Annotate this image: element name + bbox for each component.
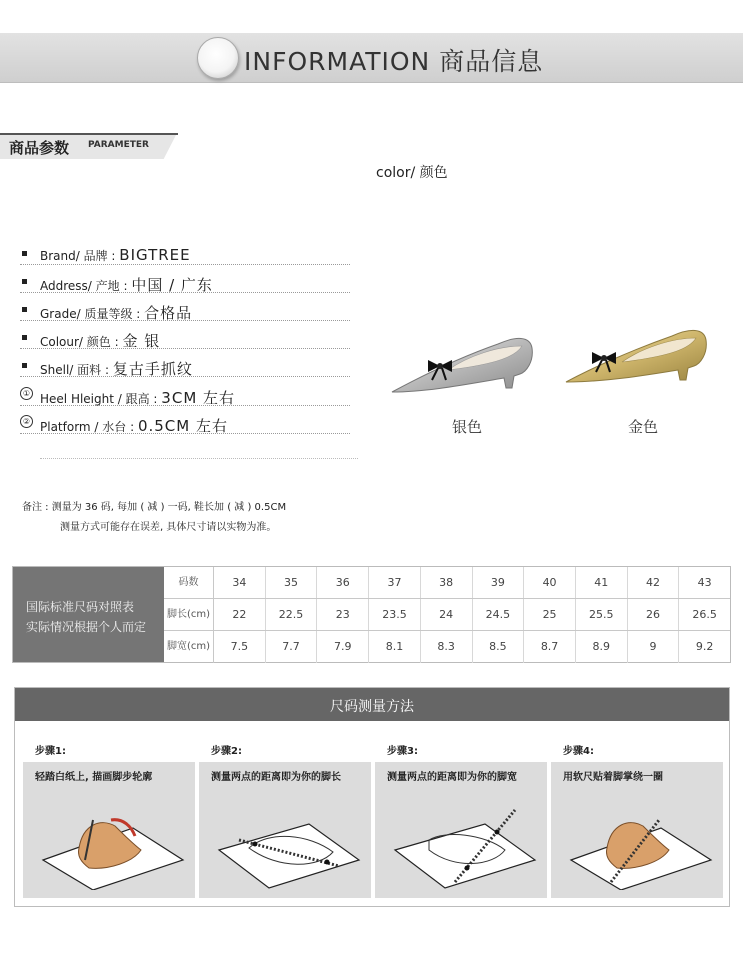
step-label: 步骤3: bbox=[387, 746, 418, 757]
row-label: 脚宽(cm) bbox=[164, 631, 214, 663]
spec-value: 复古手抓纹 bbox=[112, 360, 193, 378]
gold-shoe-image bbox=[562, 316, 710, 392]
table-cell: 7.7 bbox=[266, 631, 318, 663]
spec-grade bbox=[20, 299, 350, 321]
bullet-icon bbox=[22, 307, 27, 312]
table-cell: 25 bbox=[524, 599, 576, 630]
spec-platform bbox=[20, 412, 350, 434]
table-cell: 8.1 bbox=[369, 631, 421, 663]
size-chart-table bbox=[12, 566, 731, 663]
spec-brand bbox=[20, 243, 350, 265]
table-cell: 39 bbox=[473, 567, 525, 598]
table-cell: 37 bbox=[369, 567, 421, 598]
spec-value: 0.5CM 左右 bbox=[137, 417, 228, 435]
table-cell: 24 bbox=[421, 599, 473, 630]
measure-method-section bbox=[14, 687, 730, 907]
parameter-subtitle: PARAMETER bbox=[88, 140, 149, 150]
table-cell: 25.5 bbox=[576, 599, 628, 630]
color-section-title: color/ 颜色 bbox=[376, 165, 448, 181]
size-chart-subtitle: 实际情况根据个人而定 bbox=[26, 620, 147, 634]
table-cell: 24.5 bbox=[473, 599, 525, 630]
step-2 bbox=[199, 738, 371, 898]
table-cell: 7.9 bbox=[317, 631, 369, 663]
note-line-2: 测量方式可能存在误差, 具体尺寸请以实物为准。 bbox=[60, 522, 277, 533]
step-4 bbox=[551, 738, 723, 898]
spec-label: Colour/ 颜色 : 金 银 bbox=[40, 332, 161, 350]
header-banner bbox=[0, 33, 743, 83]
number-one-icon: ① bbox=[20, 387, 33, 400]
foot-circumference-illustration-icon bbox=[551, 790, 723, 890]
table-cell: 35 bbox=[266, 567, 318, 598]
step-label: 步骤4: bbox=[563, 746, 594, 757]
spec-value: 合格品 bbox=[144, 304, 193, 322]
table-cell: 43 bbox=[697, 576, 712, 589]
step-label: 步骤2: bbox=[211, 746, 242, 757]
table-cell: 23 bbox=[317, 599, 369, 630]
spec-heel-height bbox=[20, 384, 350, 406]
table-cell: 8.5 bbox=[473, 631, 525, 663]
step-description: 轻踏白纸上, 描画脚步轮廓 bbox=[35, 772, 153, 783]
page-title: INFORMATION 商品信息 bbox=[244, 47, 544, 76]
foot-outline-illustration-icon bbox=[23, 790, 195, 890]
parameter-title: 商品参数 bbox=[9, 139, 70, 157]
table-cell: 22.5 bbox=[266, 599, 318, 630]
table-cell: 9.2 bbox=[695, 640, 714, 653]
table-row-foot-length bbox=[164, 599, 730, 631]
table-cell: 9 bbox=[628, 631, 680, 663]
table-row-size bbox=[164, 567, 730, 599]
spec-label: Brand/ 品牌 : BIGTREE bbox=[40, 246, 191, 264]
silver-shoe-image bbox=[388, 322, 536, 402]
note-line-1: 备注 : 测量为 36 码, 每加 ( 减 ) 一码, 鞋长加 ( 减 ) 0.5CM bbox=[22, 502, 287, 513]
table-cell: 40 bbox=[524, 567, 576, 598]
parameter-tab bbox=[0, 133, 180, 159]
table-cell: 23.5 bbox=[369, 599, 421, 630]
spec-label: Platform / 水台 : 0.5CM 左右 bbox=[40, 417, 228, 435]
bullet-icon bbox=[22, 251, 27, 256]
table-cell: 42 bbox=[628, 567, 680, 598]
color-label-gold: 金色 bbox=[628, 418, 659, 436]
table-cell: 7.5 bbox=[214, 631, 266, 663]
step-description: 测量两点的距离即为你的脚长 bbox=[211, 772, 341, 783]
step-label: 步骤1: bbox=[35, 746, 66, 757]
spec-value: 中国 / 广东 bbox=[131, 276, 213, 294]
spec-label: Heel Hleight / 跟高 : 3CM 左右 bbox=[40, 389, 236, 407]
circle-emblem-icon bbox=[197, 37, 239, 79]
row-label: 码数 bbox=[164, 567, 214, 598]
table-cell: 8.9 bbox=[576, 631, 628, 663]
step-1 bbox=[23, 738, 195, 898]
measure-method-title: 尺码测量方法 bbox=[330, 699, 414, 715]
size-chart-title: 国际标准尺码对照表 bbox=[26, 600, 135, 614]
bullet-icon bbox=[22, 363, 27, 368]
spec-value: BIGTREE bbox=[119, 246, 191, 264]
spec-label: Grade/ 质量等级 : 合格品 bbox=[40, 304, 193, 322]
bullet-icon bbox=[22, 335, 27, 340]
size-chart-header bbox=[13, 567, 164, 662]
foot-length-illustration-icon bbox=[199, 790, 371, 890]
table-cell: 41 bbox=[576, 567, 628, 598]
table-cell: 26.5 bbox=[692, 608, 717, 621]
step-description: 用软尺贴着脚掌绕一圈 bbox=[563, 772, 663, 783]
spec-label: Shell/ 面料 : 复古手抓纹 bbox=[40, 360, 193, 378]
row-label: 脚长(cm) bbox=[164, 599, 214, 630]
measure-method-header bbox=[15, 688, 729, 721]
spec-value: 3CM 左右 bbox=[161, 389, 236, 407]
step-3 bbox=[375, 738, 547, 898]
divider bbox=[0, 133, 178, 135]
table-cell: 22 bbox=[214, 599, 266, 630]
spec-colour bbox=[20, 327, 350, 349]
number-two-icon: ② bbox=[20, 415, 33, 428]
divider bbox=[40, 458, 358, 459]
table-cell: 26 bbox=[628, 599, 680, 630]
color-label-silver: 银色 bbox=[452, 418, 483, 436]
table-cell: 8.7 bbox=[524, 631, 576, 663]
spec-label: Address/ 产地 : 中国 / 广东 bbox=[40, 276, 213, 294]
spec-address bbox=[20, 271, 350, 293]
table-cell: 34 bbox=[214, 567, 266, 598]
table-cell: 38 bbox=[421, 567, 473, 598]
table-cell: 36 bbox=[317, 567, 369, 598]
bullet-icon bbox=[22, 279, 27, 284]
spec-value: 金 银 bbox=[122, 332, 161, 350]
foot-width-illustration-icon bbox=[375, 790, 547, 890]
table-cell: 8.3 bbox=[421, 631, 473, 663]
table-row-foot-width bbox=[164, 631, 730, 663]
spec-shell bbox=[20, 355, 350, 377]
step-description: 测量两点的距离即为你的脚宽 bbox=[387, 772, 517, 783]
